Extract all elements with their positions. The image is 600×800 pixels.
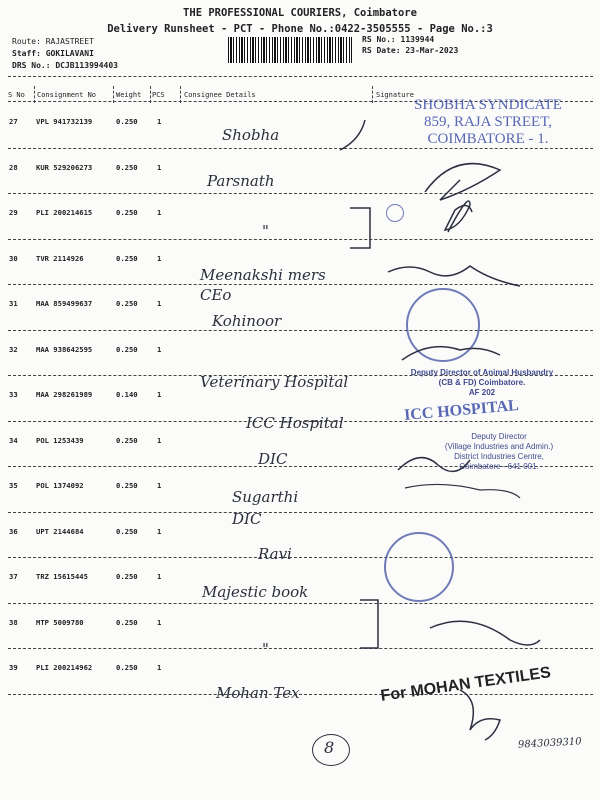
signature-mark [430, 621, 540, 645]
row-consignment-no: UPT 2144684 [36, 526, 84, 536]
signature-mark [405, 484, 520, 498]
row-pcs: 1 [157, 526, 162, 536]
handwritten-consignee: " [262, 640, 269, 658]
row-sno: 31 [9, 299, 18, 308]
col-header-consignment: Consignment No [37, 91, 97, 99]
row-pcs: 1 [157, 481, 162, 490]
handwritten-consignee: Veterinary Hospital [200, 373, 349, 391]
row-sno: 30 [9, 253, 18, 263]
row-weight: 0.250 [116, 663, 138, 672]
row-consignment-no: KUR 529206273 [36, 162, 93, 172]
mohan-textiles-stamp: For MOHAN TEXTILES [379, 664, 552, 705]
handwritten-consignee: Ravi [258, 545, 292, 563]
stamp-line: District Industries Centre, [454, 452, 544, 461]
rs-date: RS Date: 23-Mar-2023 [362, 46, 459, 55]
row-sno: 37 [9, 572, 18, 581]
row-weight: 0.250 [116, 253, 138, 263]
icc-hospital-stamp: ICC HOSPITAL [403, 397, 520, 424]
row-sno: 36 [9, 526, 18, 536]
col-header-pcs: PCS [152, 91, 165, 99]
row-sno: 27 [9, 117, 18, 126]
row-consignment-no: POL 1253439 [36, 435, 84, 445]
stamp-line: Coimbatore - 641 001. [459, 462, 539, 471]
staff-label: Staff: GOKILAVANI [12, 49, 94, 58]
row-pcs: 1 [157, 435, 162, 445]
row-consignment-no: TRZ 15615445 [36, 572, 88, 581]
row-weight: 0.250 [116, 435, 138, 445]
row-weight: 0.250 [116, 344, 138, 354]
row-sno: 35 [9, 481, 18, 490]
row-weight: 0.250 [116, 208, 138, 217]
row-pcs: 1 [157, 663, 162, 672]
row-sno: 28 [9, 162, 18, 172]
handwritten-consignee: Kohinoor [212, 312, 282, 330]
row-consignment-no: PLI 200214615 [36, 208, 93, 217]
stamp-line: 859, RAJA STREET, [423, 114, 553, 130]
phone-note: 9843039310 [517, 736, 582, 751]
signature-mark [402, 347, 500, 360]
handwritten-consignee: DIC [258, 450, 288, 468]
signature-mark [398, 458, 470, 472]
signature-mark [460, 690, 500, 740]
row-pcs: 1 [157, 344, 162, 354]
col-header-weight: Weight [116, 91, 142, 99]
handwritten-consignee: Mohan Tex [216, 684, 300, 702]
row-sno: 38 [9, 617, 18, 627]
stamp-line: AF 202 [468, 388, 496, 397]
row-sno: 33 [9, 390, 18, 399]
col-header-signature: Signature [376, 91, 414, 99]
signature-mark [445, 201, 472, 232]
row-pcs: 1 [157, 617, 162, 627]
handwritten-consignee: ICC Hospital [246, 414, 344, 432]
stamp-line: COIMBATORE - 1. [427, 131, 549, 147]
route-label: Route: RAJASTREET [12, 37, 94, 46]
row-consignment-no: MTP 5009780 [36, 617, 84, 627]
stamp-line: (Village Industries and Admin.) [444, 442, 554, 451]
bracket-mark [360, 600, 378, 648]
row-consignment-no: MAA 298261989 [36, 390, 93, 399]
stamp-line: SHOBHA SYNDICATE [414, 97, 562, 113]
col-header-sno: S No [8, 91, 25, 99]
doc-subtitle: Delivery Runsheet - PCT - Phone No.:0422-3505555 - Page No.:3 [107, 23, 493, 35]
stamp-line: Deputy Director of Animal Husbandry [410, 368, 554, 377]
row-consignment-no: POL 1374092 [36, 481, 84, 490]
handwritten-consignee: Meenakshi mers CEo [200, 266, 326, 304]
row-pcs: 1 [157, 390, 162, 399]
bracket-mark [350, 208, 370, 248]
row-consignment-no: MAA 938642595 [36, 344, 93, 354]
row-weight: 0.250 [116, 481, 138, 490]
row-sno: 32 [9, 344, 18, 354]
row-pcs: 1 [157, 253, 162, 263]
row-consignment-no: PLI 200214962 [36, 663, 93, 672]
row-sno: 39 [9, 663, 18, 672]
row-pcs: 1 [157, 208, 162, 217]
row-weight: 0.250 [116, 572, 138, 581]
handwritten-consignee: Sugarthi DIC [232, 488, 299, 528]
row-pcs: 1 [157, 117, 162, 126]
row-weight: 0.250 [116, 299, 138, 308]
row-pcs: 1 [157, 299, 162, 308]
row-pcs: 1 [157, 572, 162, 581]
row-pcs: 1 [157, 162, 162, 172]
row-sno: 34 [9, 435, 18, 445]
row-weight: 0.140 [116, 390, 138, 399]
row-weight: 0.250 [116, 526, 138, 536]
col-header-consignee: Consignee Details [184, 91, 256, 99]
doc-title: THE PROFESSIONAL COURIERS, Coimbatore [183, 7, 417, 19]
signature-mark [340, 120, 365, 150]
row-consignment-no: VPL 941732139 [36, 117, 93, 126]
handwritten-consignee: " [262, 222, 269, 240]
signature-mark [388, 266, 520, 286]
row-weight: 0.250 [116, 617, 138, 627]
page-total-number: 8 [324, 738, 335, 757]
handwritten-consignee: Shobha [222, 126, 280, 144]
row-consignment-no: MAA 859499637 [36, 299, 93, 308]
signature-mark [425, 164, 500, 200]
row-weight: 0.250 [116, 162, 138, 172]
row-consignment-no: TVR 2114926 [36, 253, 84, 263]
row-sno: 29 [9, 208, 18, 217]
row-weight: 0.250 [116, 117, 138, 126]
handwritten-consignee: Majestic book [202, 583, 309, 601]
stamp-line: Deputy Director [471, 432, 527, 441]
drs-label: DRS No.: DCJB113994403 [12, 61, 118, 70]
stamp-line: (CB & FD) Coimbatore. [438, 378, 526, 387]
handwritten-consignee: Parsnath [207, 172, 275, 190]
rs-number: RS No.: 1139944 [362, 35, 435, 44]
